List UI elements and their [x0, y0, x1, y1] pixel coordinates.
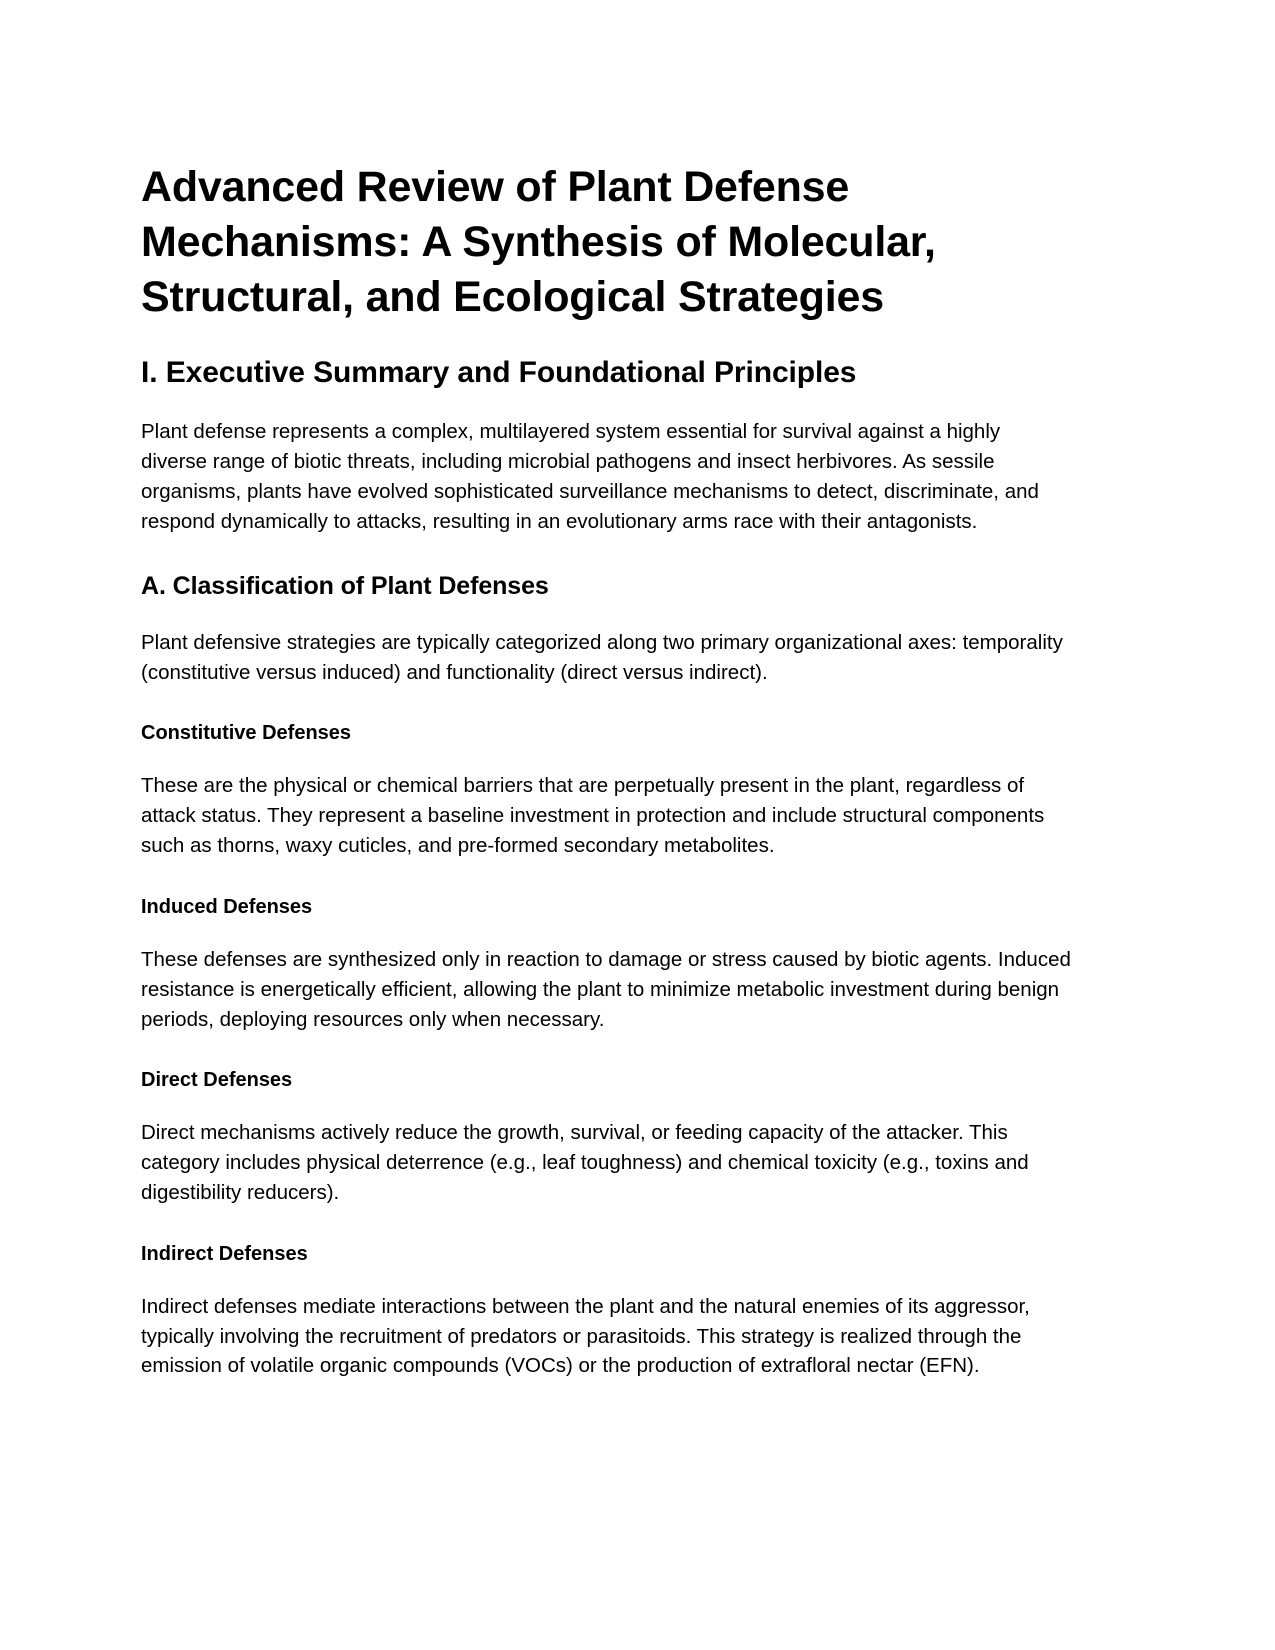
paragraph-direct-defenses: Direct mechanisms actively reduce the growth, survival, or feeding capacity of the attacker. This category includes physical deterrence (e.g., leaf toughness) and chemical toxicity (e.g., toxins and digestibility reducers).	[141, 1121, 1029, 1204]
paragraph-executive-summary: Plant defense represents a complex, multilayered system essential for survival against a highly diverse range of biotic threats, including microbial pathogens and insect herbivores. As sessile organisms, plants have evolved sophisticated surveillance mechanisms to detect, discriminate, and respond dynamically to attacks, resulting in an evolutionary arms race with their antagonists.	[141, 420, 1039, 533]
subsection-constitutive-defenses	[141, 720, 1071, 860]
subsection-induced-defenses	[141, 894, 1071, 1034]
section-heading-classification: A. Classification of Plant Defenses	[141, 572, 549, 601]
paragraph-classification: Plant defensive strategies are typically categorized along two primary organizational axes: temporality (constitutive versus induced) and functionality (direct versus indirect).	[141, 630, 1063, 684]
subsection-direct-defenses	[141, 1067, 1071, 1207]
paragraph-constitutive-defenses: These are the physical or chemical barriers that are perpetually present in the plant, regardless of attack status. They represent a baseline investment in protection and include structural components such as thorns, waxy cuticles, and pre-formed secondary metabolites.	[141, 774, 1045, 858]
subsection-heading-direct-defenses: Direct Defenses	[141, 1069, 293, 1092]
subsection-heading-indirect-defenses: Indirect Defenses	[141, 1242, 308, 1265]
paragraph-indirect-defenses: Indirect defenses mediate interactions between the plant and the natural enemies of its aggressor, typically involving the recruitment of predators or parasitoids. This strategy is realized through the emission of volatile organic compounds (VOCs) or the production of extrafloral nectar (EFN).	[141, 1294, 1030, 1378]
document-content	[141, 160, 1071, 1381]
section-classification	[141, 570, 1071, 687]
subsection-heading-induced-defenses: Induced Defenses	[141, 895, 313, 918]
section-executive-summary	[141, 353, 1071, 536]
page-title: Advanced Review of Plant Defense Mechanisms: A Synthesis of Molecular, Structural, and Ecological Strategies	[141, 163, 936, 322]
section-heading-executive-summary: I. Executive Summary and Foundational Principles	[141, 356, 857, 390]
subsection-heading-constitutive-defenses: Constitutive Defenses	[141, 722, 352, 745]
paragraph-induced-defenses: These defenses are synthesized only in reaction to damage or stress caused by biotic agents. Induced resistance is energetically efficient, allowing the plant to minimize metabolic investment during benign periods, deploying resources only when necessary.	[141, 947, 1071, 1031]
subsection-indirect-defenses	[141, 1241, 1071, 1381]
